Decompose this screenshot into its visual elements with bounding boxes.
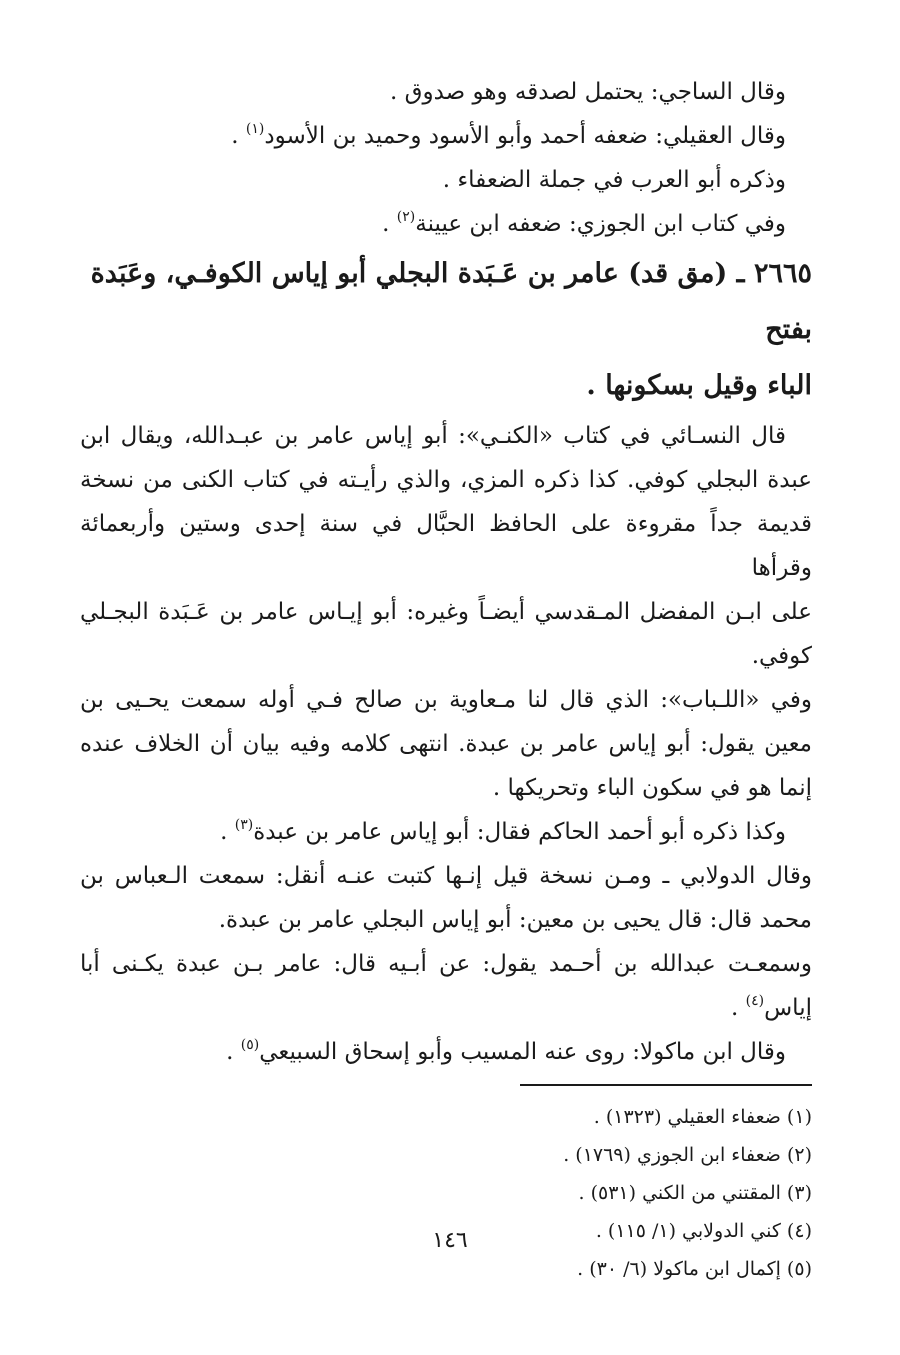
heading-line: ٢٦٦٥ ـ (مق قد) عامر بن عَـبَدة البجلي أبو إياس الكوفـي، وعَبَدة بفتح [90, 258, 812, 345]
footnote-item: (٢) ضعفاء ابن الجوزي (١٧٦٩) . [563, 1144, 812, 1166]
text-line: قديمة جداً مقروءة على الحافظ الحبَّال في سنة إحدى وستين وأربعمائة وقرأها [80, 511, 812, 581]
footnote-marker: (٣) [234, 817, 254, 833]
text-line: وقال الساجي: يحتمل لصدقه وهو صدوق . [390, 79, 786, 105]
text-line: قال النسـائي في كتاب «الكنـي»: أبو إياس عامر بن عبـدالله، ويقال ابن [80, 423, 786, 449]
text-line: وقال الدولابي ـ ومـن نسخة قيل إنـها كتبت عنـه أنقل: سمعت الـعباس بن [80, 863, 812, 889]
footnote-divider [520, 1084, 812, 1086]
text-line: محمد قال: قال يحيى بن معين: أبو إياس البجلي عامر بن عبدة. [218, 907, 812, 933]
paragraph-nasai [80, 414, 812, 678]
intro-lines [80, 70, 812, 246]
text-line: إنما هو في سكون الباء وتحريكها . [492, 775, 812, 801]
footnote-marker: (١) [245, 121, 265, 137]
text-line: وفي «اللـباب»: الذي قال لنا مـعاوية بن صالح فـي أوله سمعت يحـيى بن [80, 687, 812, 713]
footnote-item: (٣) المقتني من الكني (٥٣١) . [578, 1182, 812, 1204]
text-line: وذكره أبو العرب في جملة الضعفاء . [442, 167, 786, 193]
paragraph-makula: وقال ابن ماكولا: روى عنه المسيب وأبو إسحاق السبيعي$^{(٥)}$ . [226, 1037, 786, 1065]
paragraph-dulabi [80, 854, 812, 942]
text-line: معين يقول: أبو إياس عامر بن عبدة. انتهى كلامه وفيه بيان أن الخلاف عنده [80, 731, 812, 757]
paragraph-hakim: وكذا ذكره أبو أحمد الحاكم فقال: أبو إياس عامر بن عبدة$^{(٣)}$ . [220, 817, 786, 845]
footnote-item: (١) ضعفاء العقيلي (١٣٢٣) . [593, 1106, 812, 1128]
footnote-marker: (٥) [240, 1037, 260, 1053]
footnote-item: (٤) كني الدولابي (١/ ١١٥) . [595, 1220, 812, 1242]
page-number: ١٤٦ [432, 1228, 468, 1253]
text-line: إياس$^{(٤)}$ . [731, 993, 812, 1021]
text-line: وسمعـت عبدالله بن أحـمد يقول: عن أبـيه قال: عامر بـن عبدة يكـنى أبا [80, 951, 812, 977]
entry-heading [80, 246, 812, 414]
text-line: وفي كتاب ابن الجوزي: ضعفه ابن عيينة$^{(٢)}$ . [382, 209, 786, 237]
text-line: عبدة البجلي كوفي. كذا ذكره المزي، والذي رأيـته في كتاب الكنى من نسخة [80, 467, 812, 493]
footnote-item: (٥) إكمال ابن ماكولا (٦/ ٣٠) . [577, 1258, 812, 1280]
footnote-marker: (٢) [396, 209, 416, 225]
paragraph-abdullah [80, 942, 812, 1030]
text-line: وقال العقيلي: ضعفه أحمد وأبو الأسود وحميد بن الأسود$^{(١)}$ . [231, 121, 786, 149]
footnote-marker: (٤) [745, 993, 765, 1009]
text-line: على ابـن المفضل المـقدسي أيضـاً وغيره: أبو إيـاس عامر بن عَـبَدة البجـلي [80, 599, 812, 625]
text-line: كوفي. [751, 643, 812, 669]
footnotes [80, 1098, 812, 1288]
paragraph-lubab [80, 678, 812, 810]
heading-line: الباء وقيل بسكونها . [586, 370, 812, 401]
